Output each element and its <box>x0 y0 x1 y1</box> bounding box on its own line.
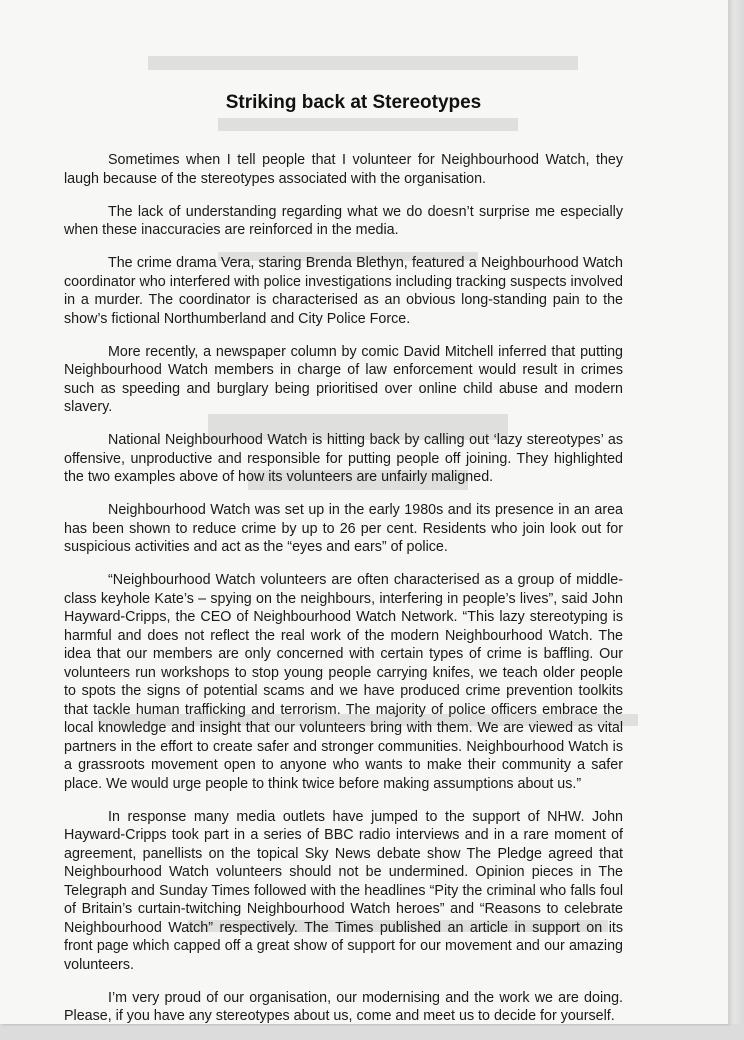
article-paragraph: The lack of understanding regarding what we do doesn’t surprise me especially when these inaccuracies are reinforced in the media. <box>64 203 623 238</box>
article <box>64 92 623 1040</box>
article-paragraph: More recently, a newspaper column by comic David Mitchell inferred that putting Neighbourhood Watch members in charge of law enforcement would result in crimes such as speeding and burglary being prioritised over online child abuse and modern slavery. <box>64 343 623 415</box>
article-paragraph: The crime drama Vera, staring Brenda Blethyn, featured a Neighbourhood Watch coordinator who interfered with police investigations including tracking suspects involved in a murder. The coordinator is characterised as an obvious long-standing pain to the show’s fictional Northumberland and City Police Force. <box>64 255 623 327</box>
scan-background-edge <box>728 0 744 1024</box>
article-paragraph: Sometimes when I tell people that I volunteer for Neighbourhood Watch, they laugh because of the stereotypes associated with the organisation. <box>64 152 623 187</box>
article-paragraph: “Neighbourhood Watch volunteers are often characterised as a group of middle-class keyhole Kate’s – spying on the neighbours, interfering in people’s lives”, said John Hayward-Cripps, the CEO of Neighbourhood Watch Network. “This lazy stereotyping is harmful and does not reflect the real work of the modern Neighbourhood Watch. The idea that our members are only concerned with certain types of crime is baffling. Our volunteers run workshops to stop young people carrying knifes, we teach older people to spots the signs of potential scams and we have produced crime prevention toolkits that tackle human trafficking and terrorism. The majority of police officers embrace the local knowledge and insight that our volunteers bring with them. We are viewed as vital partners in the effort to create safer and stronger communities. Neighbourhood Watch is a grassroots movement open to anyone who wants to make their community a safer place. We would urge people to think twice before making assumptions about us.” <box>64 572 623 792</box>
article-paragraph: National Neighbourhood Watch is hitting back by calling out ‘lazy stereotypes’ as offensive, unproductive and responsible for putting people off joining. They highlighted the two examples above of how its volunteers are unfairly maligned. <box>64 432 623 485</box>
article-paragraph: Neighbourhood Watch was set up in the early 1980s and its presence in an area has been shown to reduce crime by up to 26 per cent. Residents who join look out for suspicious activities and act as the “eyes and ears” of police. <box>64 502 623 555</box>
article-paragraph: In response many media outlets have jumped to the support of NHW. John Hayward-Cripps took part in a series of BBC radio interviews and in a rare moment of agreement, panellists on the topical Sky News debate show The Pledge agreed that Neighbourhood Watch volunteers should not be undermined. Opinion pieces in The Telegraph and Sunday Times followed with the headlines “Pity the criminal who falls foul of Britain’s curtain-twitching Neighbourhood Watch heroes” and “Reasons to celebrate Neighbourhood Watch” respectively. The Times published an article in support on its front page which capped off a great show of support for our movement and our amazing volunteers. <box>64 808 623 973</box>
article-title: Striking back at Stereotypes <box>225 92 482 113</box>
article-paragraph: I’m very proud of our organisation, our modernising and the work we are doing. Please, if you have any stereotypes about us, come and meet us to decide for yourself. <box>64 989 623 1024</box>
